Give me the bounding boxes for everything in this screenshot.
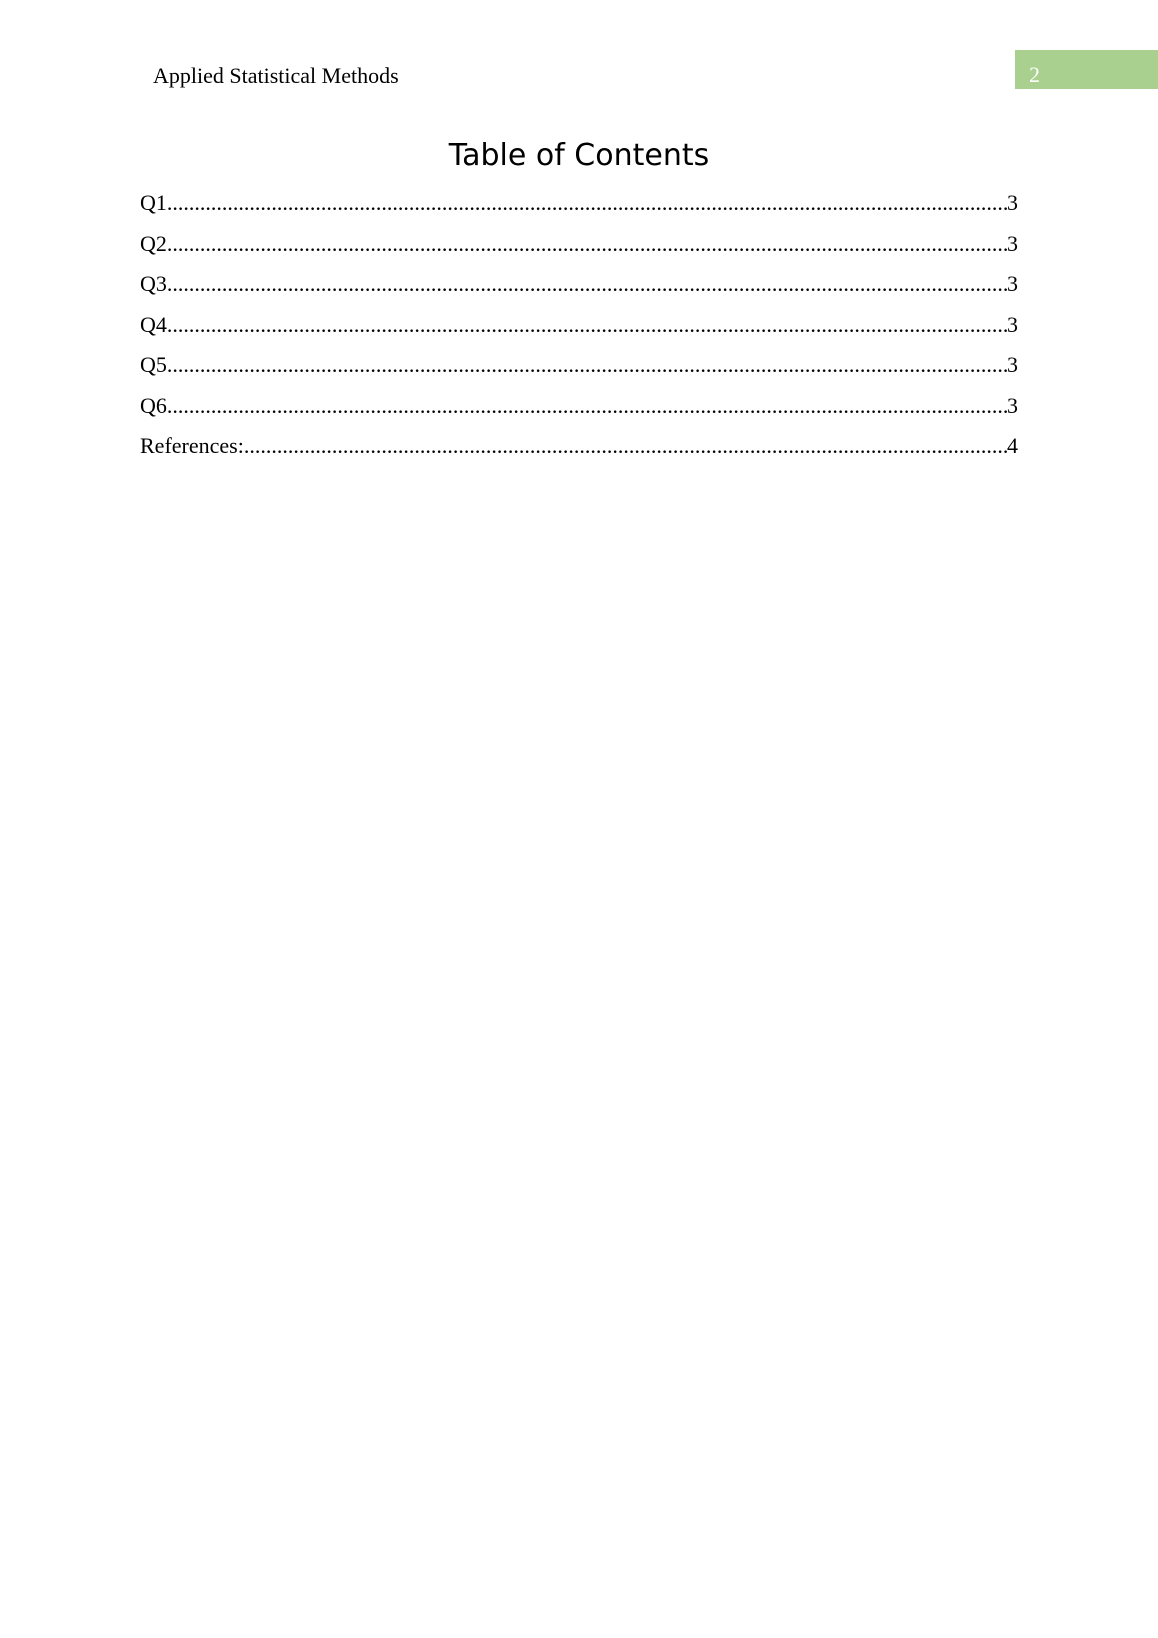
toc-entry-q3[interactable]	[140, 270, 1018, 311]
dot-leader	[167, 270, 1007, 298]
toc-entry-label: References:	[140, 433, 244, 458]
running-header-title: Applied Statistical Methods	[153, 63, 399, 88]
toc-heading: Table of Contents	[448, 138, 710, 173]
toc-entry-references[interactable]	[140, 432, 1018, 473]
toc-entry-label: Q4	[140, 311, 167, 337]
toc-list	[140, 189, 1018, 473]
toc-entry-page: 3	[1007, 271, 1018, 296]
toc-entry-page: 3	[1007, 190, 1018, 215]
toc-entry-q2[interactable]	[140, 230, 1018, 271]
dot-leader	[167, 189, 1007, 217]
page-number: 2	[1029, 62, 1040, 87]
toc-entry-q5[interactable]	[140, 351, 1018, 392]
toc-entry-page: 3	[1007, 352, 1018, 377]
toc-entry-page: 3	[1007, 230, 1018, 256]
toc-entry-page: 4	[1007, 433, 1018, 458]
toc-entry-page: 3	[1007, 311, 1018, 337]
page-number-badge	[1015, 50, 1158, 89]
dot-leader	[167, 351, 1007, 379]
toc-entry-label: Q6	[140, 392, 167, 418]
toc-entry-q1[interactable]	[140, 189, 1018, 230]
toc-entry-label: Q1	[140, 190, 167, 215]
dot-leader	[167, 230, 1007, 258]
toc-entry-label: Q3	[140, 271, 167, 296]
dot-leader	[167, 392, 1007, 420]
dot-leader	[167, 311, 1007, 339]
toc-entry-q4[interactable]	[140, 311, 1018, 352]
dot-leader	[244, 432, 1007, 460]
toc-entry-page: 3	[1007, 392, 1018, 418]
toc-entry-label: Q5	[140, 352, 167, 377]
toc-entry-label: Q2	[140, 230, 167, 256]
toc-entry-q6[interactable]	[140, 392, 1018, 433]
